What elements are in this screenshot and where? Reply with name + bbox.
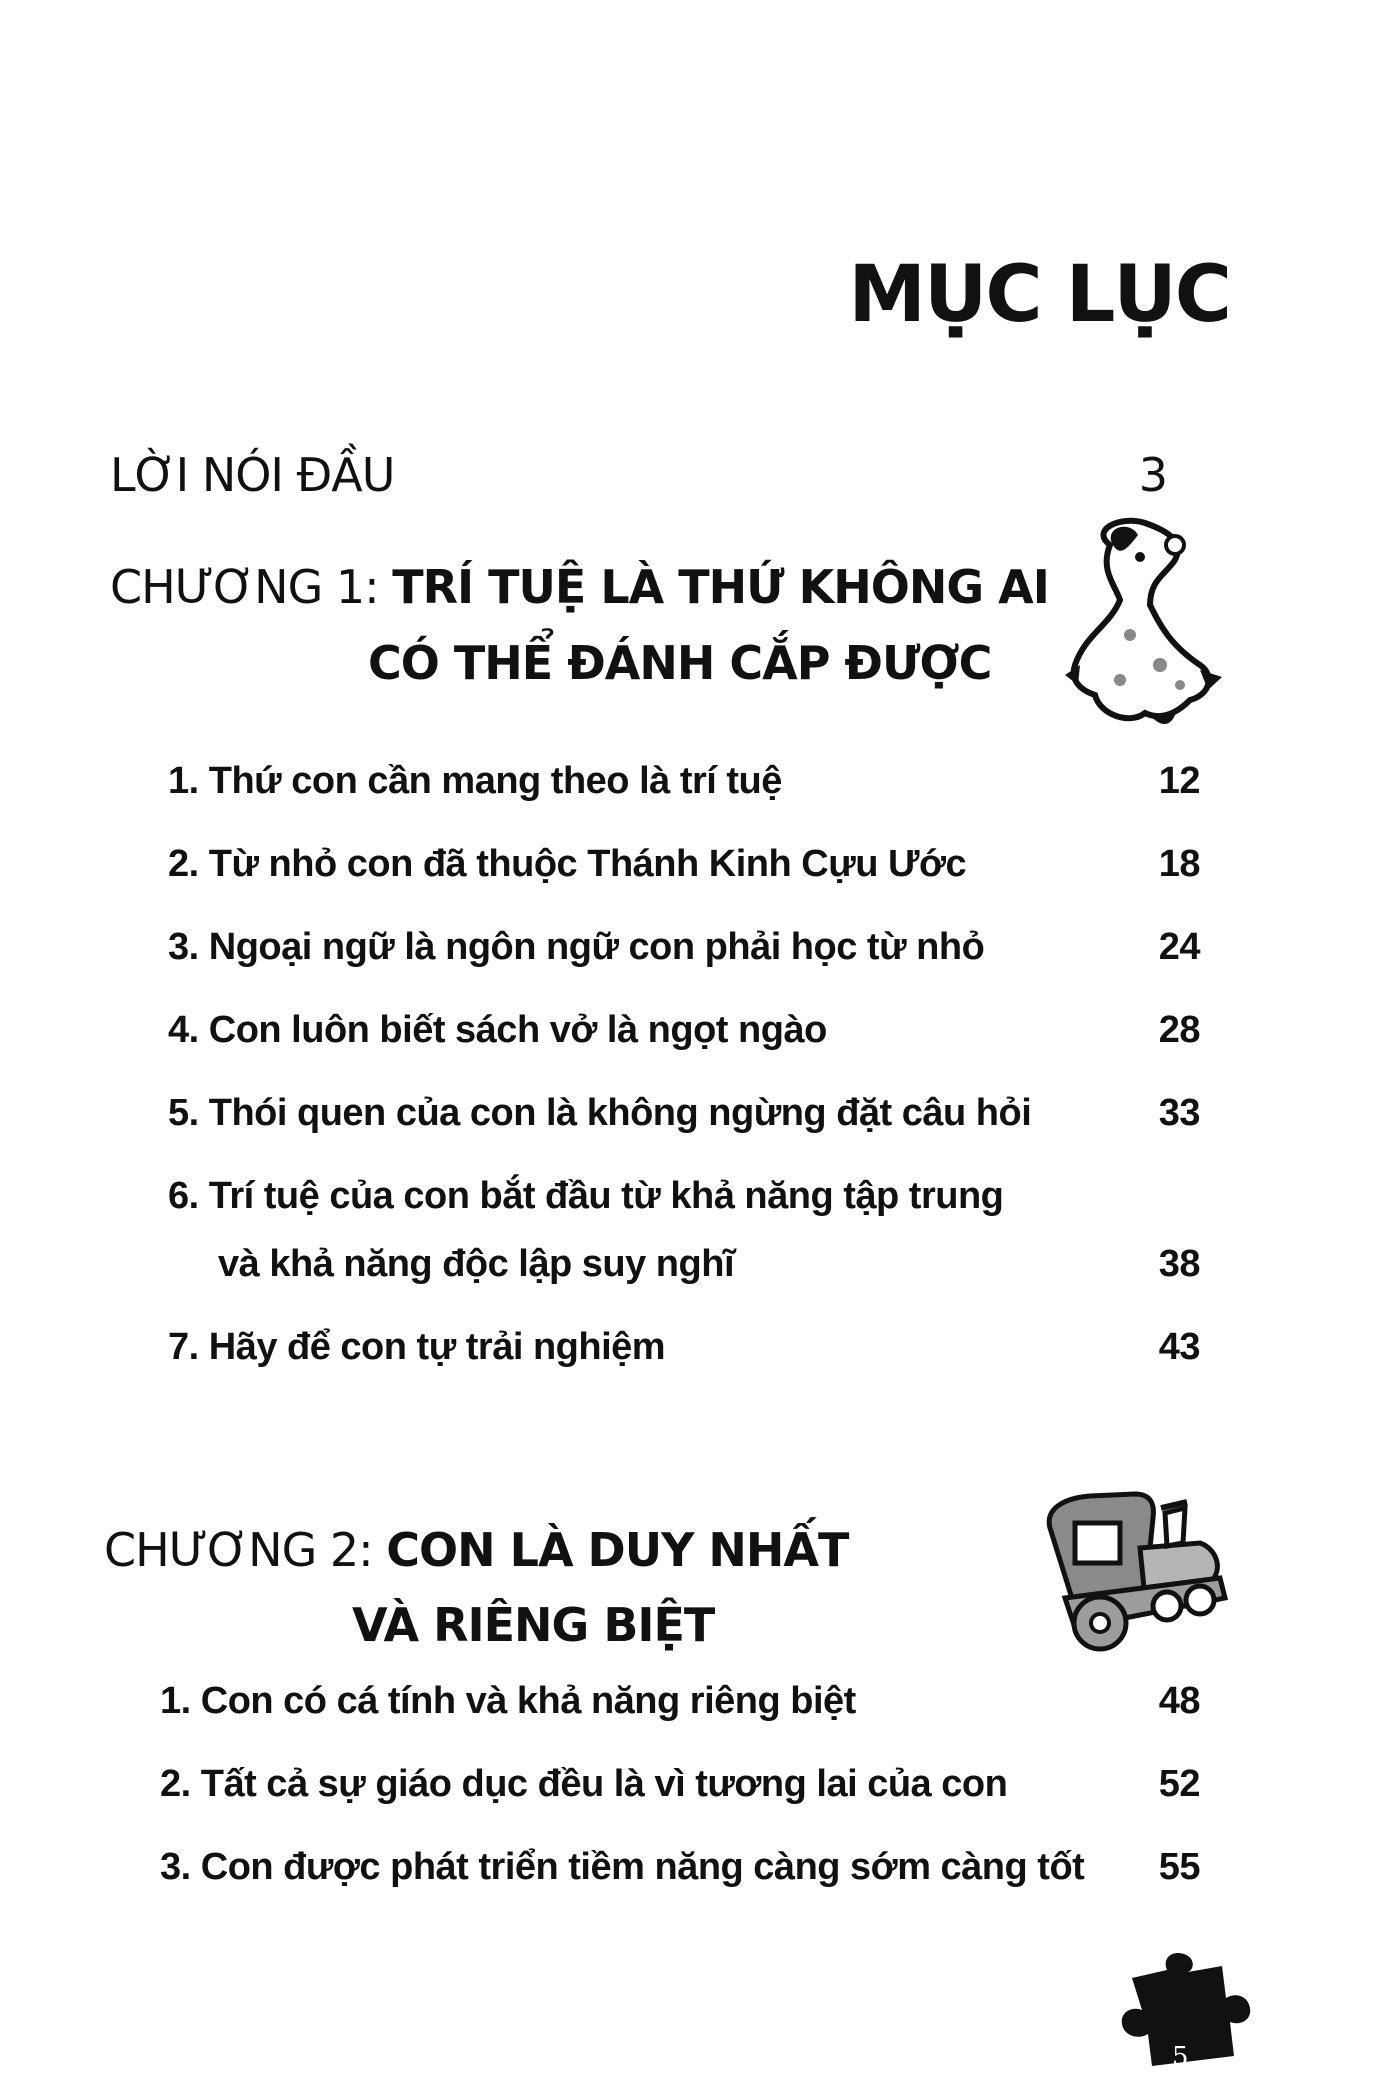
toc-entry-page: 18 [1158,843,1200,885]
toc-entry-text: 1. Thứ con cần mang theo là trí tuệ [168,760,782,802]
toc-entry-text: 1. Con có cá tính và khả năng riêng biệt [160,1680,856,1722]
toc-entry[interactable] [168,1092,1200,1142]
toc-entry-page: 43 [1158,1326,1200,1368]
chapter1-title-line2: CÓ THỂ ĐÁNH CẮP ĐƯỢC [368,636,992,690]
toc-entry-page: 55 [1158,1846,1200,1888]
toc-entry[interactable] [160,1846,1200,1896]
chapter1-title-line1: TRÍ TUỆ LÀ THỨ KHÔNG AI [392,560,1049,614]
toc-entry[interactable] [168,926,1200,976]
toy-dog-illustration [1050,515,1225,735]
toc-entry-text: 5. Thói quen của con là không ngừng đặt câu hỏi [168,1092,1032,1134]
toc-entry-text: 6. Trí tuệ của con bắt đầu từ khả năng tập trung [168,1175,1004,1217]
toc-entry-text: 3. Con được phát triển tiềm năng càng sớm càng tốt [160,1846,1085,1888]
toc-entry-text: 2. Từ nhỏ con đã thuộc Thánh Kinh Cựu Ước [168,843,967,885]
toc-entry-text: 7. Hãy để con tự trải nghiệm [168,1326,666,1368]
toc-entry-continuation[interactable] [168,1243,1200,1293]
toc-entry[interactable] [168,1326,1200,1376]
toc-entry-page: 24 [1158,926,1200,968]
toc-entry[interactable] [160,1680,1200,1730]
toc-entry[interactable] [168,1175,1200,1225]
toc-entry-text: 4. Con luôn biết sách vở là ngọt ngào [168,1009,827,1051]
chapter1-prefix: CHƯƠNG 1: [110,560,379,614]
preface-heading: LỜI NÓI ĐẦU [110,448,395,502]
toc-entry-text: 2. Tất cả sự giáo dục đều là vì tương lai của con [160,1763,1008,1805]
page-number: 5 [1172,2042,1189,2072]
toc-entry[interactable] [168,1009,1200,1059]
chapter2-title-line2: VÀ RIÊNG BIỆT [352,1598,715,1652]
chapter2-heading [104,1523,848,1577]
chapter2-title-line1: CON LÀ DUY NHẤT [386,1523,849,1577]
toc-entry-page: 12 [1158,760,1200,802]
toc-entry[interactable] [160,1763,1200,1813]
toc-entry-page: 28 [1158,1009,1200,1051]
toc-entry-page: 38 [1158,1243,1200,1285]
toc-entry-page: 48 [1158,1680,1200,1722]
chapter1-heading [110,560,1049,614]
toc-entry-text: 3. Ngoại ngữ là ngôn ngữ con phải học từ nhỏ [168,926,985,968]
chapter2-prefix: CHƯƠNG 2: [104,1523,373,1577]
page-title: MỤC LỤC [848,250,1230,340]
toc-entry-page: 33 [1158,1092,1200,1134]
toc-entry[interactable] [168,760,1200,810]
toc-entry-page: 52 [1158,1763,1200,1805]
toc-entry[interactable] [168,843,1200,893]
toc-entry-text: và khả năng độc lập suy nghĩ [218,1243,734,1285]
toy-train-illustration [1035,1488,1235,1658]
preface-page: 3 [1138,448,1168,502]
